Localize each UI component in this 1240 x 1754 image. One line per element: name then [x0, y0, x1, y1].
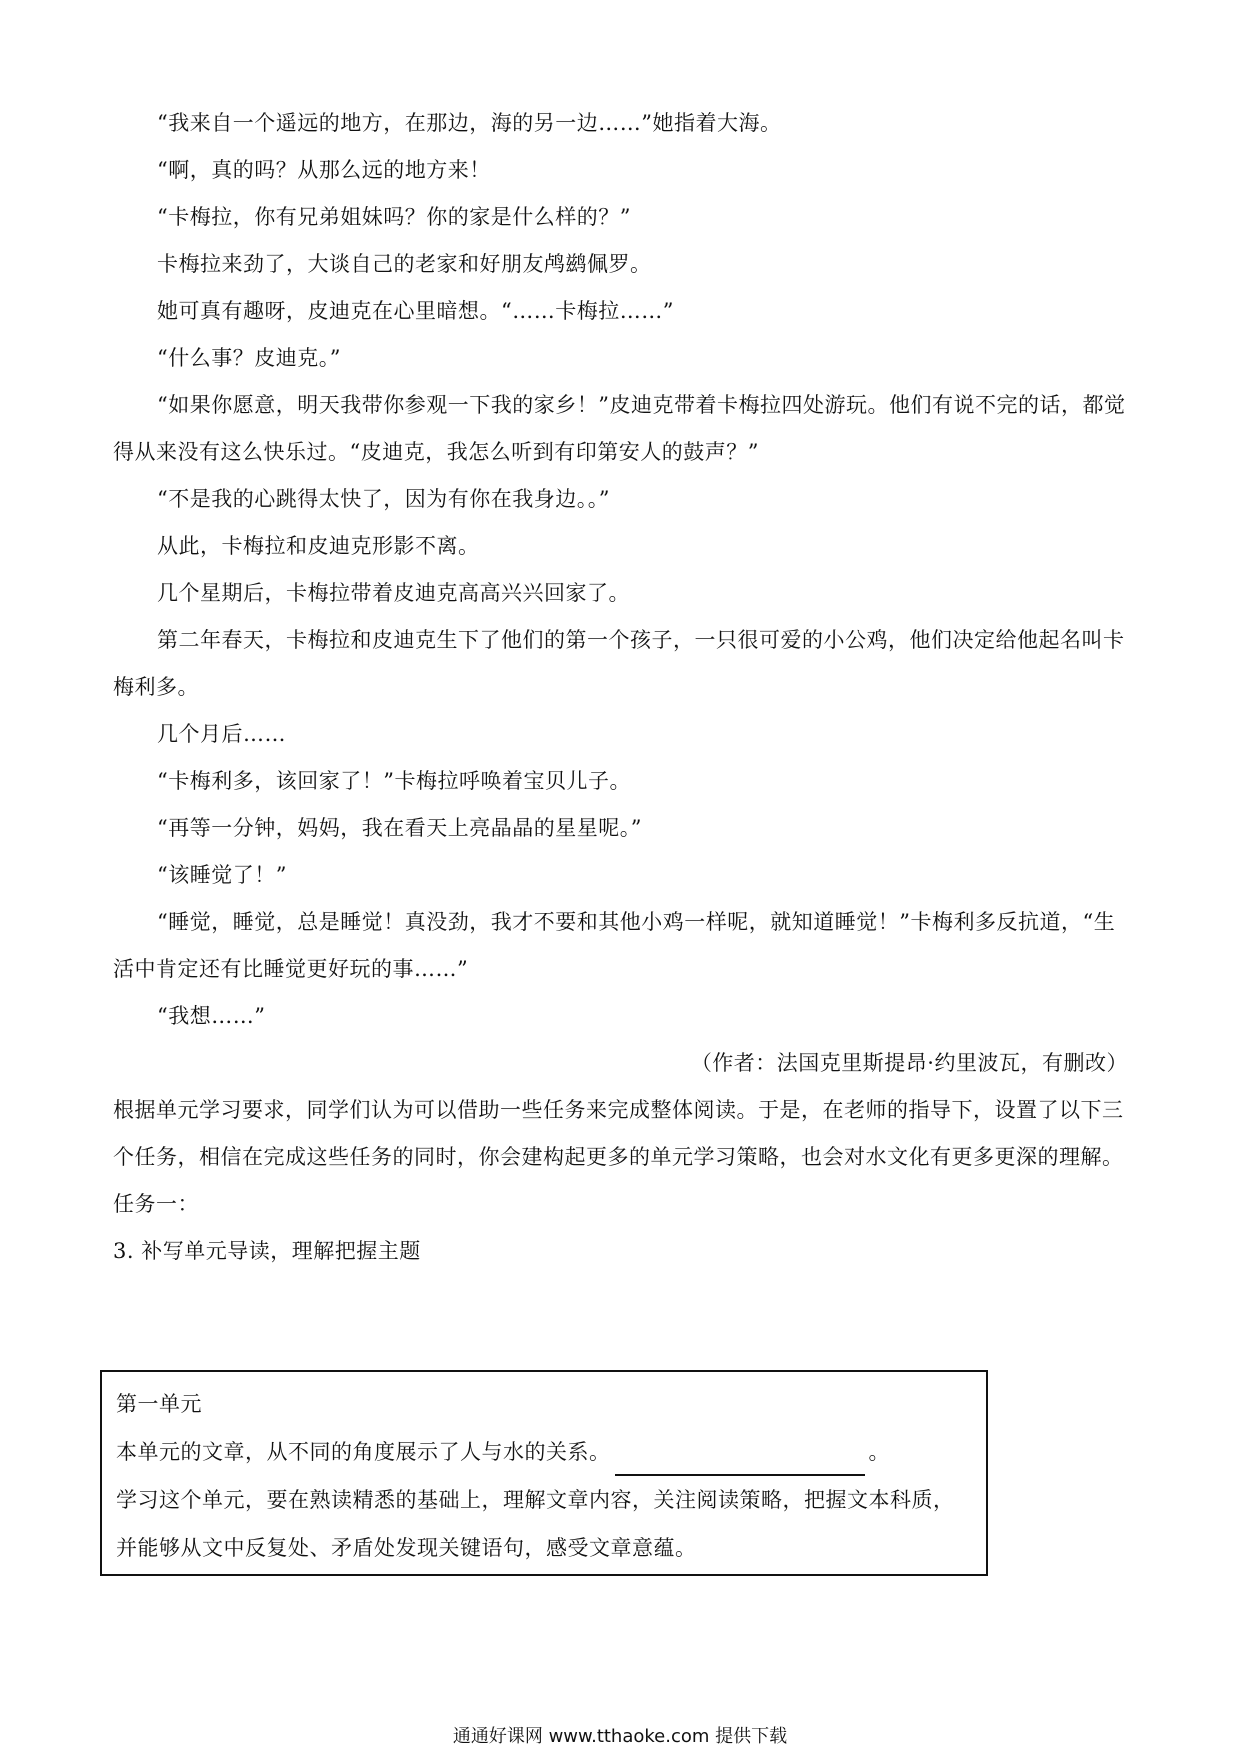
story-paragraph: “我来自一个遥远的地方，在那边，海的另一边……”她指着大海。	[157, 111, 782, 135]
story-paragraph: 几个月后……	[157, 722, 286, 746]
story-paragraph: “卡梅利多，该回家了！”卡梅拉呼唤着宝贝儿子。	[157, 769, 631, 793]
unit-guide-line-1-end: 。	[868, 1440, 890, 1464]
story-paragraph: “如果你愿意，明天我带你参观一下我的家乡！”皮迪克带着卡梅拉四处游玩。他们有说不完的话，都觉得从来没有这么快乐过。“皮迪克，我怎么听到有印第安人的鼓声？”	[113, 393, 1126, 464]
unit-guide-line-2: 学习这个单元，要在熟读精悉的基础上，理解文章内容，关注阅读策略，把握文本科质，	[116, 1488, 955, 1512]
unit-guide-box	[100, 1370, 988, 1576]
author-attribution: （作者：法国克里斯提昂·约里波瓦，有删改）	[690, 1051, 1128, 1075]
story-paragraph: 她可真有趣呀，皮迪克在心里暗想。“……卡梅拉……”	[157, 299, 674, 323]
story-paragraph: 几个星期后，卡梅拉带着皮迪克高高兴兴回家了。	[157, 581, 630, 605]
answer-blank[interactable]	[615, 1448, 865, 1476]
story-paragraph: “啊，真的吗？从那么远的地方来！	[157, 158, 491, 182]
story-paragraph: “不是我的心跳得太快了，因为有你在我身边。。”	[157, 487, 610, 511]
story-paragraph: “我想……”	[157, 1004, 266, 1028]
story-paragraph: “什么事？皮迪克。”	[157, 346, 341, 370]
unit-title: 第一单元	[116, 1392, 202, 1416]
story-paragraph: 第二年春天，卡梅拉和皮迪克生下了他们的第一个孩子，一只很可爱的小公鸡，他们决定给他起名叫卡梅利多。	[113, 628, 1125, 699]
unit-guide-line-1	[116, 1428, 972, 1476]
task-label: 任务一：	[113, 1192, 199, 1216]
footer-watermark: 通通好课网 www.tthaoke.com 提供下载	[452, 1726, 788, 1747]
story-paragraph: 从此，卡梅拉和皮迪克形影不离。	[157, 534, 480, 558]
story-paragraph: 卡梅拉来劲了，大谈自己的老家和好朋友鸬鹚佩罗。	[157, 252, 652, 276]
story-text	[113, 100, 1128, 1275]
task-intro: 根据单元学习要求，同学们认为可以借助一些任务来完成整体阅读。于是，在老师的指导下，设置了以下三个任务，相信在完成这些任务的同时，你会建构起更多的单元学习策略，也会对水文化有更多更深的理解。	[113, 1098, 1124, 1169]
story-paragraph: “该睡觉了！”	[157, 863, 287, 887]
unit-guide-line-3: 并能够从文中反复处、矛盾处发现关键语句，感受文章意蕴。	[116, 1536, 697, 1560]
story-paragraph: “再等一分钟，妈妈，我在看天上亮晶晶的星星呢。”	[157, 816, 642, 840]
story-paragraph: “睡觉，睡觉，总是睡觉！真没劲，我才不要和其他小鸡一样呢，就知道睡觉！”卡梅利多反抗道，“生活中肯定还有比睡觉更好玩的事……”	[113, 910, 1116, 981]
story-paragraph: “卡梅拉，你有兄弟姐妹吗？你的家是什么样的？”	[157, 205, 631, 229]
unit-guide-line-1-text: 本单元的文章，从不同的角度展示了人与水的关系。	[116, 1440, 611, 1464]
question-heading: 3. 补写单元导读，理解把握主题	[113, 1239, 421, 1263]
